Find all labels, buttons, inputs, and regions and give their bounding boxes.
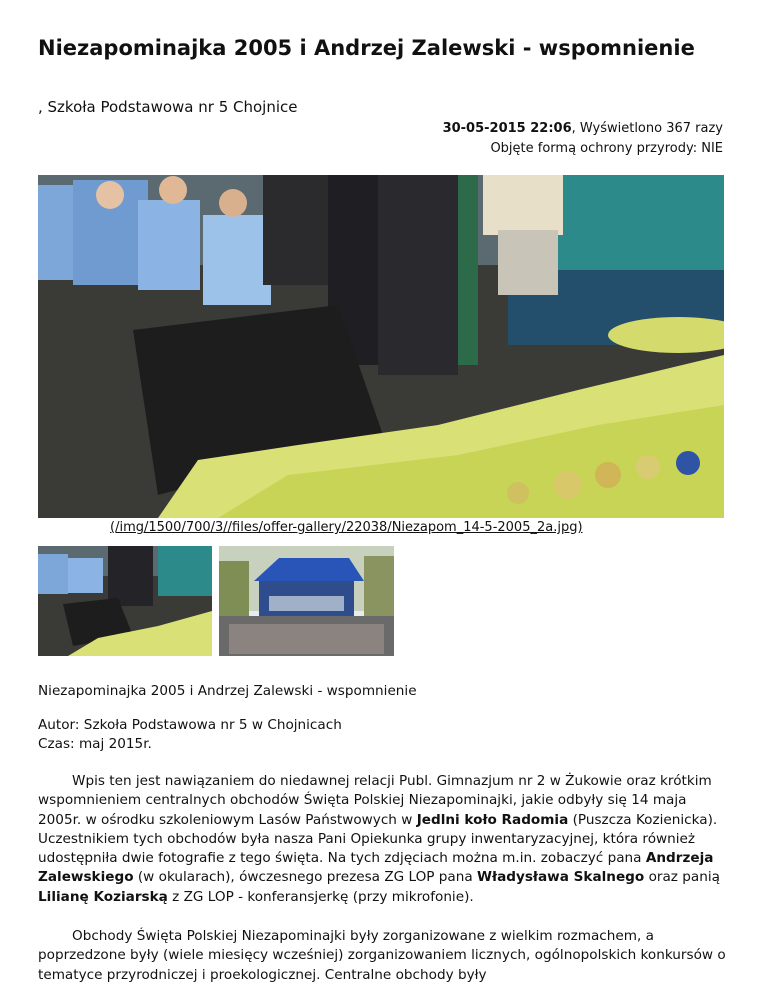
view-count: , Wyświetlono 367 razy [571,121,723,136]
place-name: Jedlni koło Radomia [416,811,569,828]
protection-status: Objęte formą ochrony przyrody: NIE [490,141,723,156]
gallery-thumbnail-1[interactable] [38,546,212,656]
person-name: Lilianę Koziarską [38,888,168,905]
article-title: Niezapominajka 2005 i Andrzej Zalewski - wspomnienie [38,36,695,60]
time-line: Czas: maj 2015r. [38,736,152,752]
paragraph-text: oraz panią [644,869,720,886]
paragraph-text: (w okularach), ówczesnego prezesa ZG LOP pana [133,869,478,886]
body-paragraph-1 [38,772,728,907]
main-photo[interactable] [38,175,724,518]
paragraph-text: (Puszcza Kozienicka). Uczestnikiem tych obchodów była nasza Pani Opiekunka grupy inwentaryzacyjnej, która również udostępniła dwie fotografie z tego święta. Na tych zdjęciach można m.in. zobaczyć pana [38,811,718,867]
article-date: 30-05-2015 22:06 [442,121,572,136]
image-link[interactable]: (/img/1500/700/3//files/offer-gallery/22038/Niezapom_14-5-2005_2a.jpg) [110,520,583,535]
body-paragraph-2: Obchody Święta Polskiej Niezapominajki były zorganizowane z wielkim rozmachem, a poprzedzone były (wiele miesięcy wcześniej) zorganizowaniem licznych, ogólnopolskich konkursów o tematyce przyrodniczej i proekologicznej. Centralne obchody były [38,928,726,983]
person-name: Andrzeja Zalewskiego [38,850,714,886]
body-heading: Niezapominajka 2005 i Andrzej Zalewski - wspomnienie [38,683,417,699]
paragraph-text: Wpis ten jest nawiązaniem do niedawnej relacji Publ. Gimnazjum nr 2 w Żukowie oraz krótkim wspomnieniem centralnych obchodów Święta Polskiej Niezapominajki, jakie odbyły się 14 maja 2005r. w ośrodku szkoleniowym Lasów Państwowych w [38,773,712,828]
article-meta [443,119,723,159]
person-name: Władysława Skalnego [477,869,645,886]
paragraph-text: z ZG LOP - konferansjerkę (przy mikrofonie). [167,888,474,905]
article-subtitle: , Szkoła Podstawowa nr 5 Chojnice [38,98,298,116]
gallery-thumbnail-2[interactable] [219,546,394,656]
author-line: Autor: Szkoła Podstawowa nr 5 w Chojnicach [38,717,342,733]
